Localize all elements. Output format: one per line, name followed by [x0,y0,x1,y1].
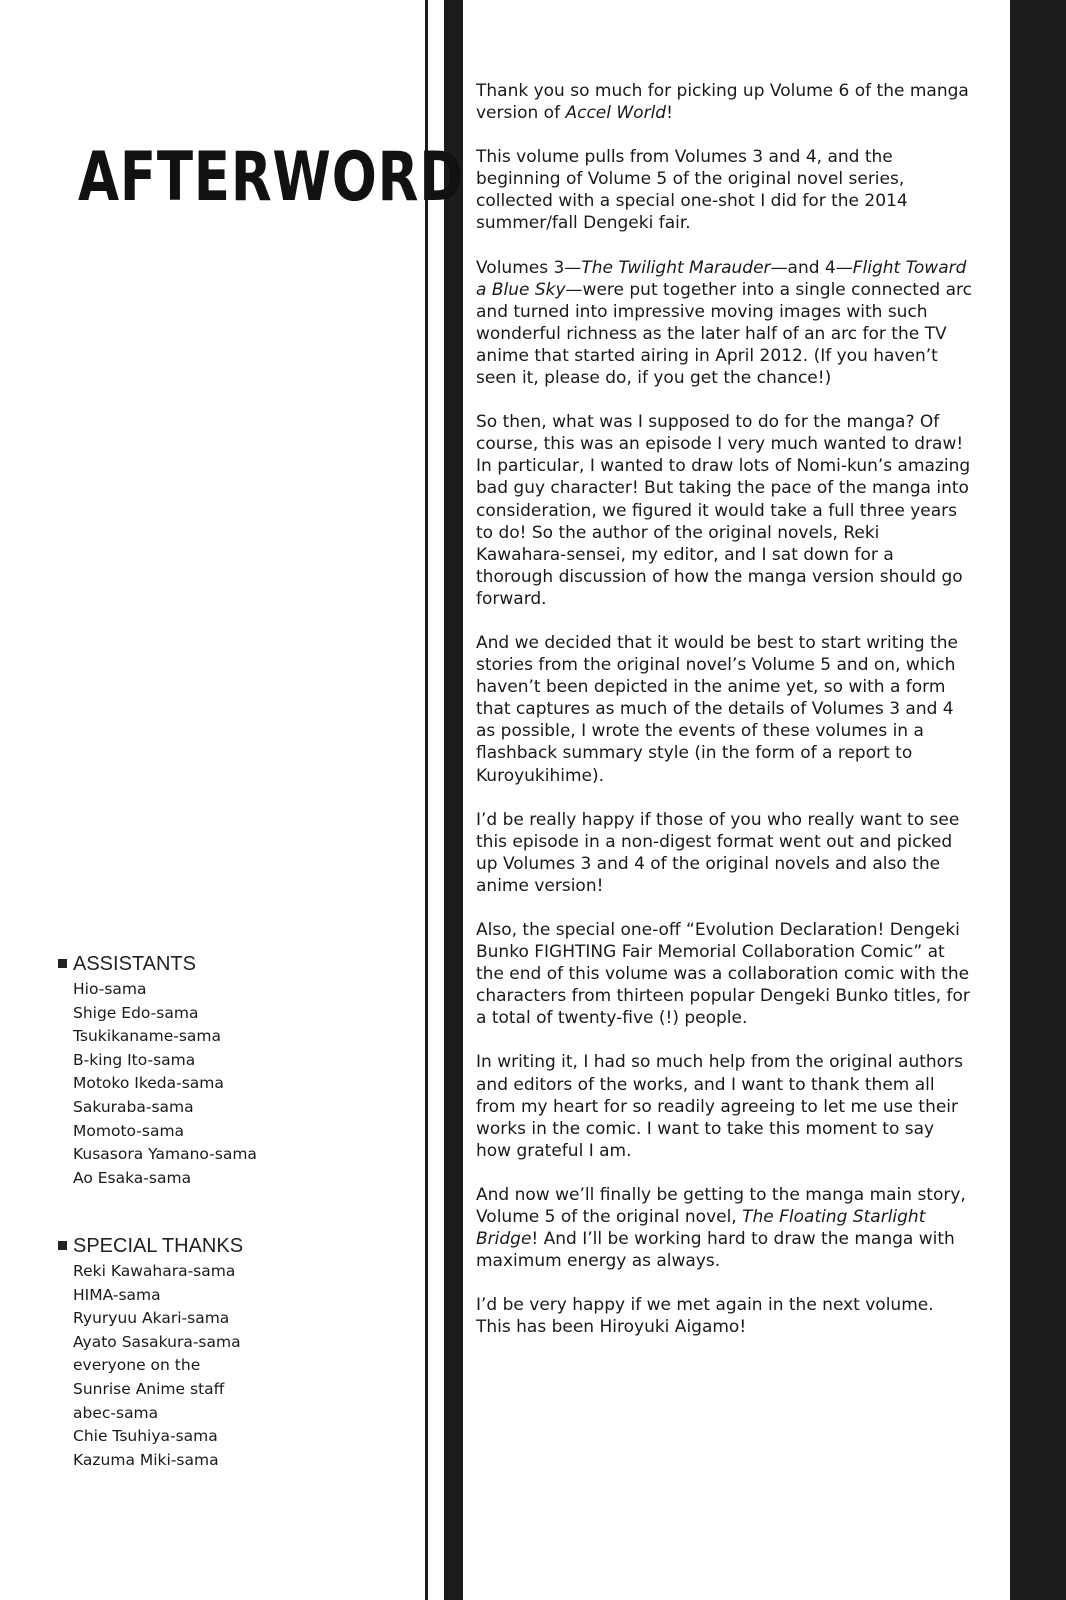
special-thanks-heading-label: SPECIAL THANKS [73,1235,244,1257]
special-thanks-heading [58,1234,398,1258]
list-item: everyone on the [73,1356,201,1375]
list-item: Chie Tsuhiya-sama [73,1427,218,1446]
afterword-body [476,80,972,1361]
list-item: Sakuraba-sama [73,1097,194,1116]
assistants-heading-label: ASSISTANTS [73,953,196,975]
right-edge-bar [1010,0,1066,1600]
text-run: —and 4— [770,257,853,278]
list-item: Motoko Ikeda-sama [73,1074,224,1093]
list-item: HIMA-sama [73,1285,161,1304]
paragraph-8: In writing it, I had so much help from the original authors and editors of the works, and I want to thank them all from my heart for so readily agreeing to let me use their works in the comic. I want to take this moment to say how grateful I am. [476,1052,963,1161]
text-run: ! And I’ll be working hard to draw the manga with maximum energy as always. [476,1229,955,1272]
special-thanks-list [58,1260,398,1472]
text-run: ! [666,103,673,124]
page-title: AFTERWORD [78,138,465,217]
paragraph-1 [476,80,972,124]
book-title: The Floating Starlight Bridge [476,1207,926,1250]
paragraph-5: And we decided that it would be best to start writing the stories from the original novel’s Volume 5 and on, which haven’t been depicted in the anime yet, so with a form that captures as much of the details of Volumes 3 and 4 as possible, I wrote the events of these volumes in a flashback summary style (in the form of a report to Kuroyukihime). [476,632,959,786]
list-item: Kusasora Yamano-sama [73,1145,257,1164]
list-item: Ryuryuu Akari-sama [73,1309,230,1328]
list-item: Sunrise Anime staff [73,1379,225,1398]
square-bullet-icon [58,959,67,968]
assistants-list [58,978,398,1190]
list-item: Kazuma Miki-sama [73,1450,219,1469]
book-title: Flight Toward a Blue Sky [476,257,967,300]
text-run: Volumes 3— [476,257,582,278]
divider-bar-thick [444,0,463,1600]
list-item: Shige Edo-sama [73,1003,199,1022]
paragraph-2: This volume pulls from Volumes 3 and 4, and the beginning of Volume 5 of the original novel series, collected with a special one-shot I did for the 2014 summer/fall Dengeki fair. [476,147,908,234]
paragraph-10: I’d be very happy if we met again in the next volume. This has been Hiroyuki Aigamo! [476,1295,934,1338]
paragraph-3 [476,257,972,390]
divider-line-thin [425,0,428,1600]
list-item: B-king Ito-sama [73,1050,196,1069]
list-item: Tsukikaname-sama [73,1027,222,1046]
list-item: abec-sama [73,1403,159,1422]
paragraph-9 [476,1184,972,1272]
book-title: Accel World [565,103,667,124]
square-bullet-icon [58,1241,67,1250]
special-thanks-section [58,1234,398,1472]
text-run: Thank you so much for picking up Volume 6 of the manga version of [476,81,969,124]
assistants-heading [58,952,398,976]
paragraph-4: So then, what was I supposed to do for the manga? Of course, this was an episode I very much wanted to draw! In particular, I wanted to draw lots of Nomi-kun’s amazing bad guy character! But taking the pace of the manga into consideration, we figured it would take a full three years to do! So the author of the original novels, Reki Kawahara-sensei, my editor, and I sat down for a thorough discussion of how the manga version should go forward. [476,412,971,609]
list-item: Momoto-sama [73,1121,185,1140]
list-item: Ao Esaka-sama [73,1168,192,1187]
text-run: And now we’ll finally be getting to the manga main story, Volume 5 of the original novel, [476,1184,966,1228]
list-item: Ayato Sasakura-sama [73,1332,241,1351]
list-item: Hio-sama [73,980,147,998]
paragraph-6: I’d be really happy if those of you who really want to see this episode in a non-digest format went out and picked up Volumes 3 and 4 of the original novels and also the anime version! [476,809,960,896]
list-item: Reki Kawahara-sama [73,1262,236,1280]
paragraph-7: Also, the special one-off “Evolution Declaration! Dengeki Bunko FIGHTING Fair Memorial Collaboration Comic” at the end of this volume was a collaboration comic with the characters from thirteen popular Dengeki Bunko titles, for a total of twenty-five (!) people. [476,920,970,1029]
assistants-section [58,952,398,1190]
text-run: —were put together into a single connected arc and turned into impressive moving images with such wonderful richness as the later half of an arc for the TV anime that started airing in April 2012. (If you haven’t seen it, please do, if you get the chance!) [476,279,972,389]
book-title: The Twilight Marauder [581,257,771,278]
